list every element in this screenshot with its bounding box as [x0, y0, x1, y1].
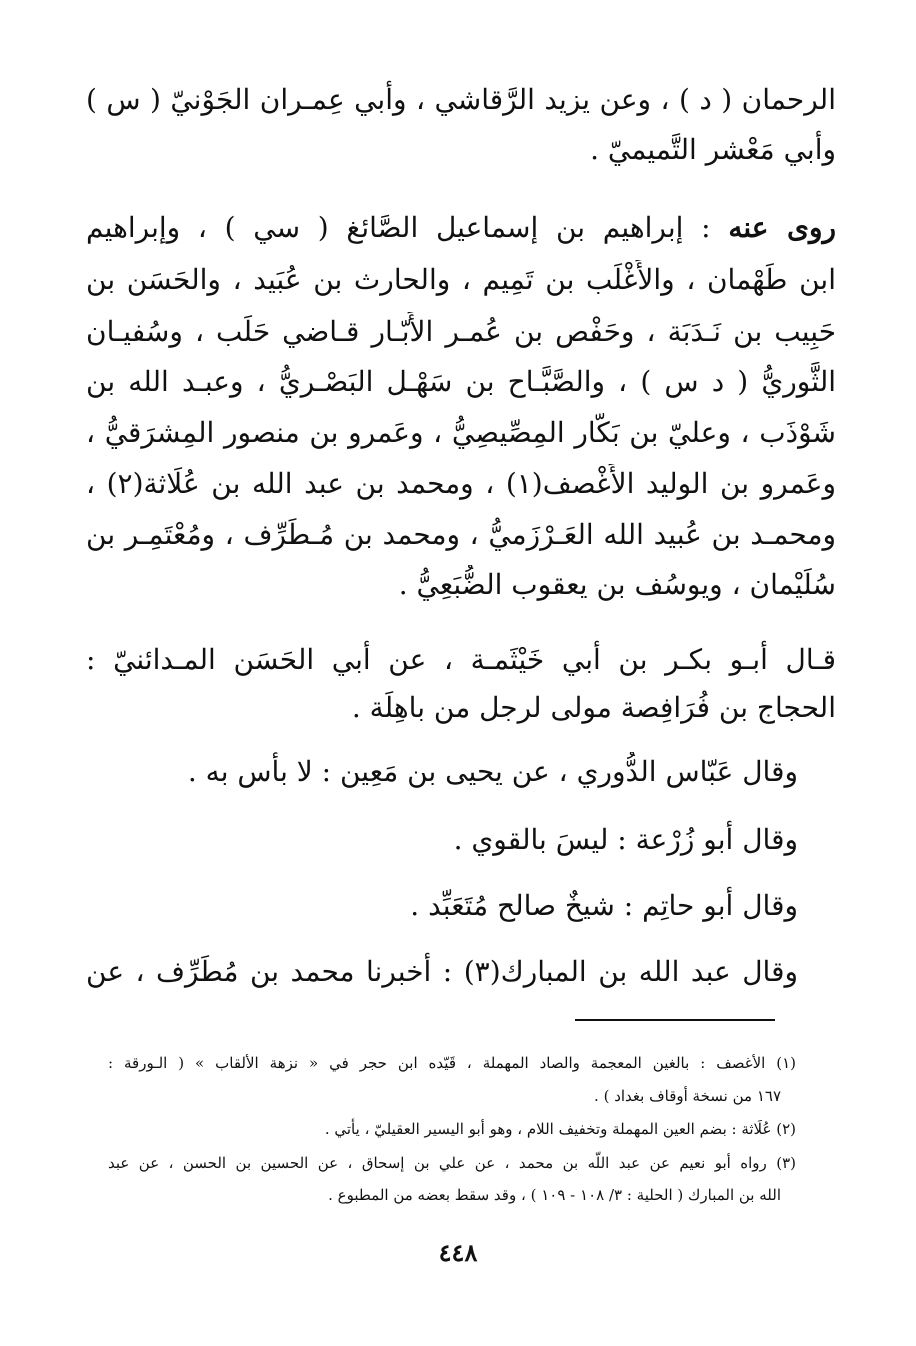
riwaya-line: وعَمرو بن الوليد الأَغْصف(١) ، ومحمد بن عبد الله بن عُلَاثة(٢) ، [86, 467, 836, 500]
saying-line: وقال عبد الله بن المبارك(٣) : أخبرنا محمد بن مُطَرِّف ، عن [86, 955, 798, 988]
saying-line: وقال أبو زُرْعة : ليسَ بالقوي . [453, 823, 798, 856]
riwaya-line: شَوْذَب ، وعليّ بن بَكّار المِصِّيصِيُّ ، وعَمرو بن منصور المِشرَقيُّ ، [86, 416, 836, 449]
riwaya-line: ومحمـد بن عُبيد الله العَـرْزَميُّ ، ومحمد بن مُـطَرِّف ، ومُعْتَمِـر بن [86, 518, 836, 551]
footnote-line: (٣) رواه أبو نعيم عن عبد اللّه بن محمد ، عن علي بن إسحاق ، عن الحسين بن الحسن ، عن عبد [108, 1154, 796, 1172]
page-number: ٤٤٨ [438, 1238, 478, 1267]
footnote-line: ١٦٧ من نسخة أوقاف بغداد ) . [594, 1087, 781, 1105]
footnote-line: (٢) عُلَاثة : بضم العين المهملة وتخفيف اللام ، وهو أبو اليسير العقيليّ ، يأتي . [324, 1120, 796, 1138]
riwaya-first-rest: : إبراهيم بن إسماعيل الصَّائغ ( سي ) ، وإبراهيم [86, 211, 729, 244]
footnote-line: الله بن المبارك ( الحلية : ٣/ ١٠٨ - ١٠٩ ) ، وقد سقط بعضه من المطبوع . [328, 1186, 781, 1204]
footnote-line: (١) الأغصف : بالغين المعجمة والصاد المهملة ، قَيّده ابن حجر في « نزهة الألقاب » ( الـورقة : [108, 1054, 796, 1072]
footnote-separator [575, 1019, 775, 1021]
body-line: وأبي مَعْشر التَّميميّ . [590, 133, 836, 166]
saying-line: وقال أبو حاتِم : شيخٌ صالح مُتَعَبِّد . [410, 889, 798, 922]
saying-line: وقال عَبّاس الدُّوري ، عن يحيى بن مَعِين : لا بأس به . [187, 755, 798, 788]
riwaya-lead: روى عنه [728, 211, 836, 244]
qal-line: الحجاج بن فُرَافِصة مولى لرجل من باهِلَة . [351, 691, 836, 724]
riwaya-line: الثَّوريُّ ( د س ) ، والصَّبَّـاح بن سَهْـل البَصْـريُّ ، وعبـد الله بن [86, 365, 836, 398]
riwaya-line: سُلَيْمان ، ويوسُف بن يعقوب الضُّبَعِيُّ . [398, 568, 836, 601]
riwaya-line: حَبِيب بن نَـدَبَة ، وحَفْص بن عُمـر الأَبّـار قـاضي حَلَب ، وسُفيـان [86, 315, 836, 348]
riwaya-line: ابن طَهْمان ، والأَغْلَب بن تَمِيم ، والحارث بن عُبَيد ، والحَسَن بن [86, 263, 836, 296]
body-line: الرحمان ( د ) ، وعن يزيد الرَّقاشي ، وأبي عِمـران الجَوْنيّ ( س ) [86, 83, 836, 116]
riwaya-first-line [86, 208, 836, 248]
qal-line: قـال أبـو بكـر بن أبي خَيْثَمـة ، عن أبي الحَسَن المـدائنيّ : [86, 643, 836, 676]
